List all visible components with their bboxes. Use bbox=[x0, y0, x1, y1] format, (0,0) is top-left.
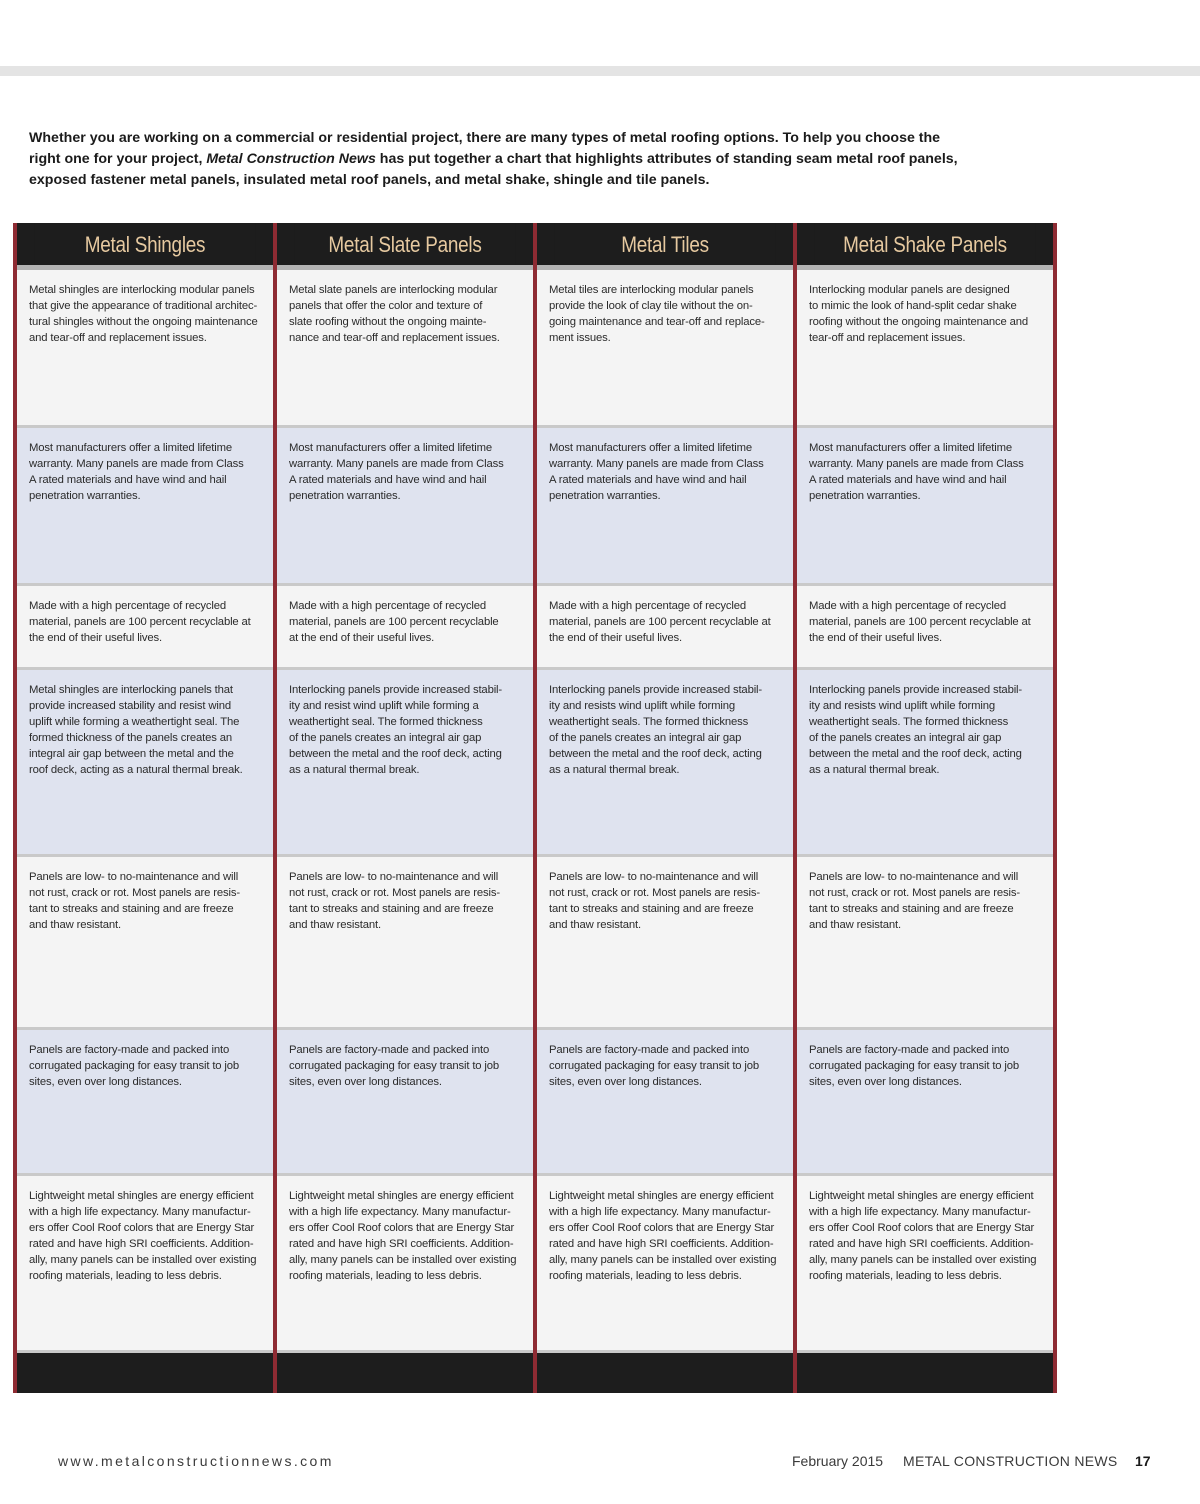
table-cell: Lightweight metal shingles are energy efficient with a high life expectancy. Many manufactur- ers offer Cool Roof colors that are Energy Star rated and have high SRI coefficients. Addition- ally, many panels can be installed over existing roofing materials, leading to less debris. bbox=[17, 1176, 273, 1353]
table-cell: Lightweight metal shingles are energy efficient with a high life expectancy. Many manufactur- ers offer Cool Roof colors that are Energy Star rated and have high SRI coefficients. Addition- ally, many panels can be installed over existing roofing materials, leading to less debris. bbox=[277, 1176, 533, 1353]
table-cell: Lightweight metal shingles are energy efficient with a high life expectancy. Many manufactur- ers offer Cool Roof colors that are Energy Star rated and have high SRI coefficients. Addition- ally, many panels can be installed over existing roofing materials, leading to less debris. bbox=[797, 1176, 1053, 1353]
table-cell: Panels are factory-made and packed into corrugated packaging for easy transit to job sites, even over long distances. bbox=[797, 1030, 1053, 1176]
table-cell: Metal shingles are interlocking panels that provide increased stability and resist wind uplift while forming a weathertight seal. The formed thickness of the panels creates an integral air gap between the metal and the roof deck, acting as a natural thermal break. bbox=[17, 670, 273, 857]
column-header: Metal Shake Panels bbox=[815, 223, 1035, 265]
table-cell: Interlocking panels provide increased stabil- ity and resist wind uplift while forming a weathertight seal. The formed thickness of the panels creates an integral air gap between the metal and the roof deck, acting as a natural thermal break. bbox=[277, 670, 533, 857]
top-band bbox=[0, 66, 1200, 76]
table-cell: Panels are low- to no-maintenance and will not rust, crack or rot. Most panels are resis- tant to streaks and staining and are freeze and thaw resistant. bbox=[277, 857, 533, 1030]
table-column bbox=[537, 223, 793, 1393]
table-cell: Made with a high percentage of recycled material, panels are 100 percent recyclable at the end of their useful lives. bbox=[537, 586, 793, 670]
table-cell: Interlocking modular panels are designed to mimic the look of hand-split cedar shake roofing without the ongoing maintenance and tear-off and replacement issues. bbox=[797, 270, 1053, 428]
column-header: Metal Slate Panels bbox=[295, 223, 515, 265]
table-cell: Panels are low- to no-maintenance and will not rust, crack or rot. Most panels are resis- tant to streaks and staining and are freeze and thaw resistant. bbox=[537, 857, 793, 1030]
table-column bbox=[797, 223, 1053, 1393]
table-cell: Made with a high percentage of recycled material, panels are 100 percent recyclable at the end of their useful lives. bbox=[277, 586, 533, 670]
column-footer-bar bbox=[277, 1353, 533, 1393]
table-column bbox=[17, 223, 273, 1393]
table-cell: Panels are low- to no-maintenance and will not rust, crack or rot. Most panels are resis- tant to streaks and staining and are freeze and thaw resistant. bbox=[17, 857, 273, 1030]
table-cell: Most manufacturers offer a limited lifetime warranty. Many panels are made from Class A rated materials and have wind and hail penetration warranties. bbox=[17, 428, 273, 586]
footer-url: www.metalconstructionnews.com bbox=[58, 1453, 334, 1469]
column-footer-bar bbox=[17, 1353, 273, 1393]
intro-text-end: has put together a chart that highlights attributes of standing seam metal roof panels, exposed fastener metal panels, insulated metal roof panels, and metal shake, shingle and tile panels. bbox=[29, 151, 958, 188]
footer-magazine: METAL CONSTRUCTION NEWS bbox=[903, 1453, 1118, 1469]
footer-date: February 2015 bbox=[792, 1453, 884, 1469]
table-cell: Metal tiles are interlocking modular panels provide the look of clay tile without the on- going maintenance and tear-off and replace- ment issues. bbox=[537, 270, 793, 428]
column-footer-bar bbox=[537, 1353, 793, 1393]
table-column bbox=[277, 223, 533, 1393]
table-cell: Made with a high percentage of recycled material, panels are 100 percent recyclable at the end of their useful lives. bbox=[797, 586, 1053, 670]
table-cell: Interlocking panels provide increased stabil- ity and resists wind uplift while forming weathertight seals. The formed thickness of the panels creates an integral air gap between the metal and the roof deck, acting as a natural thermal break. bbox=[537, 670, 793, 857]
publication-name: Metal Construction News bbox=[206, 151, 376, 167]
table-cell: Panels are factory-made and packed into corrugated packaging for easy transit to job sites, even over long distances. bbox=[17, 1030, 273, 1176]
table-cell: Most manufacturers offer a limited lifetime warranty. Many panels are made from Class A rated materials and have wind and hail penetration warranties. bbox=[537, 428, 793, 586]
column-footer-bar bbox=[797, 1353, 1053, 1393]
roofing-comparison-table bbox=[13, 223, 1057, 1393]
intro-paragraph bbox=[29, 128, 969, 191]
table-cell: Panels are low- to no-maintenance and will not rust, crack or rot. Most panels are resis- tant to streaks and staining and are freeze and thaw resistant. bbox=[797, 857, 1053, 1030]
intro-text-start: Whether you are working on a commercial or residential project, there are many types of metal roofing options. To help you choose the right one for your project, bbox=[29, 130, 941, 167]
column-header: Metal Shingles bbox=[35, 223, 255, 265]
table-cell: Panels are factory-made and packed into corrugated packaging for easy transit to job sites, even over long distances. bbox=[537, 1030, 793, 1176]
page-number: 17 bbox=[1135, 1453, 1151, 1469]
column-header: Metal Tiles bbox=[555, 223, 775, 265]
table-cell: Most manufacturers offer a limited lifetime warranty. Many panels are made from Class A rated materials and have wind and hail penetration warranties. bbox=[277, 428, 533, 586]
table-cell: Metal shingles are interlocking modular panels that give the appearance of traditional architec- tural shingles without the ongoing maintenance and tear-off and replacement issues. bbox=[17, 270, 273, 428]
table-cell: Lightweight metal shingles are energy efficient with a high life expectancy. Many manufactur- ers offer Cool Roof colors that are Energy Star rated and have high SRI coefficients. Addition- ally, many panels can be installed over existing roofing materials, leading to less debris. bbox=[537, 1176, 793, 1353]
table-cell: Panels are factory-made and packed into corrugated packaging for easy transit to job sites, even over long distances. bbox=[277, 1030, 533, 1176]
table-cell: Interlocking panels provide increased stabil- ity and resists wind uplift while forming weathertight seals. The formed thickness of the panels creates an integral air gap between the metal and the roof deck, acting as a natural thermal break. bbox=[797, 670, 1053, 857]
table-cell: Made with a high percentage of recycled material, panels are 100 percent recyclable at the end of their useful lives. bbox=[17, 586, 273, 670]
table-cell: Most manufacturers offer a limited lifetime warranty. Many panels are made from Class A rated materials and have wind and hail penetration warranties. bbox=[797, 428, 1053, 586]
table-cell: Metal slate panels are interlocking modular panels that offer the color and texture of slate roofing without the ongoing mainte- nance and tear-off and replacement issues. bbox=[277, 270, 533, 428]
